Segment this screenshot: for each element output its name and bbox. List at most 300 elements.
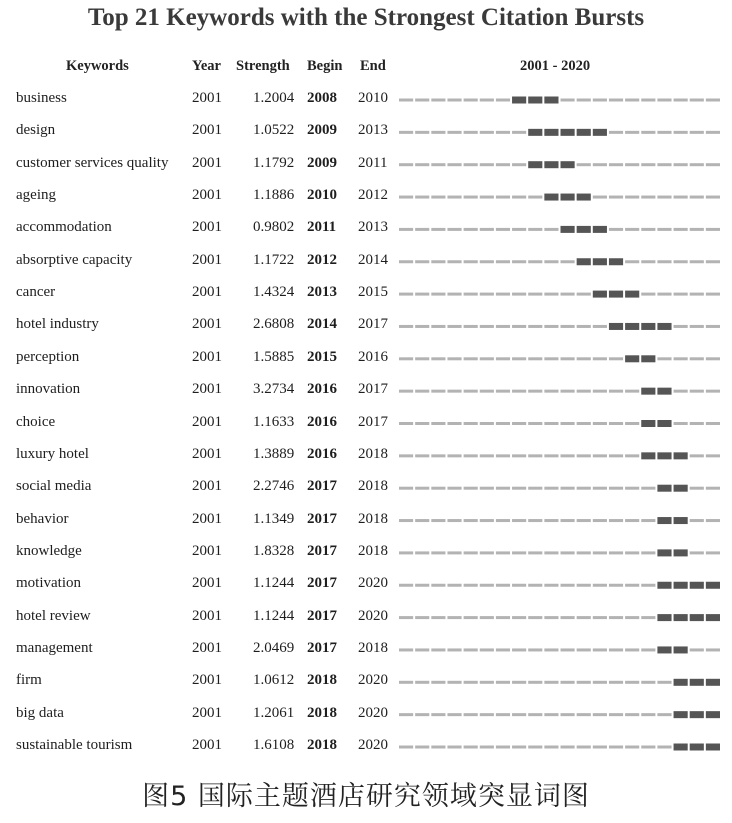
timeline-segment <box>625 616 639 619</box>
timeline-segment <box>657 713 671 716</box>
timeline-segment <box>561 357 575 360</box>
timeline-segment <box>577 746 591 749</box>
timeline-segment <box>609 746 623 749</box>
burst-segment <box>690 614 704 621</box>
timeline-segment <box>609 648 623 651</box>
timeline-segment <box>431 293 445 296</box>
timeline-segment <box>496 487 510 490</box>
keyword-cell: behavior <box>16 510 69 527</box>
timeline-segment <box>464 390 478 393</box>
timeline-segment <box>528 196 542 199</box>
timeline-segment <box>496 390 510 393</box>
keyword-cell: management <box>16 639 93 656</box>
timeline-segment <box>415 746 429 749</box>
timeline-segment <box>577 551 591 554</box>
timeline-segment <box>706 648 720 651</box>
burst-segment <box>657 582 671 589</box>
end-cell: 2018 <box>358 542 388 559</box>
timeline-segment <box>544 454 558 457</box>
timeline-segment <box>399 454 413 457</box>
timeline-segment <box>512 325 526 328</box>
year-cell: 2001 <box>192 251 222 268</box>
timeline-segment <box>415 713 429 716</box>
timeline-segment <box>447 584 461 587</box>
timeline-segment <box>464 551 478 554</box>
timeline-segment <box>625 390 639 393</box>
timeline-segment <box>399 390 413 393</box>
timeline-segment <box>496 519 510 522</box>
timeline-segment <box>706 293 720 296</box>
keyword-cell: hotel industry <box>16 316 99 333</box>
timeline-segment <box>431 519 445 522</box>
timeline-segment <box>512 260 526 263</box>
burst-segment <box>577 194 591 201</box>
timeline-segment <box>609 390 623 393</box>
timeline-segment <box>593 681 607 684</box>
burst-segment <box>625 323 639 330</box>
timeline-segment <box>496 648 510 651</box>
timeline-segment <box>415 163 429 166</box>
timeline-segment <box>625 584 639 587</box>
timeline-segment <box>706 131 720 134</box>
keyword-cell: ageing <box>16 187 56 204</box>
burst-segment <box>657 646 671 653</box>
timeline-segment <box>690 551 704 554</box>
end-cell: 2018 <box>358 478 388 495</box>
timeline-segment <box>625 487 639 490</box>
header-begin: Begin <box>307 58 343 74</box>
header-keywords: Keywords <box>66 58 129 74</box>
timeline-segment <box>496 325 510 328</box>
burst-segment <box>641 355 655 362</box>
timeline-segment <box>593 648 607 651</box>
timeline-segment <box>496 681 510 684</box>
timeline-segment <box>431 390 445 393</box>
timeline-segment <box>561 454 575 457</box>
keyword-cell: cancer <box>16 284 56 301</box>
end-cell: 2020 <box>358 575 388 592</box>
burst-segment <box>561 226 575 233</box>
timeline-segment <box>431 131 445 134</box>
timeline-segment <box>447 228 461 231</box>
year-cell: 2001 <box>192 542 222 559</box>
timeline-segment <box>447 260 461 263</box>
timeline-segment <box>399 584 413 587</box>
timeline-segment <box>609 357 623 360</box>
timeline-segment <box>399 422 413 425</box>
year-cell: 2001 <box>192 672 222 689</box>
timeline-segment <box>464 99 478 102</box>
timeline-segment <box>447 454 461 457</box>
timeline-segment <box>706 454 720 457</box>
timeline-segment <box>544 746 558 749</box>
timeline-segment <box>480 648 494 651</box>
keyword-cell: big data <box>16 704 64 721</box>
timeline-segment <box>561 551 575 554</box>
timeline-segment <box>690 293 704 296</box>
timeline-segment <box>561 713 575 716</box>
timeline-segment <box>464 131 478 134</box>
timeline-segment <box>399 746 413 749</box>
timeline-segment <box>641 519 655 522</box>
timeline-segment <box>641 681 655 684</box>
keyword-cell: social media <box>16 478 92 495</box>
timeline-segment <box>415 228 429 231</box>
timeline-segment <box>674 357 688 360</box>
timeline-segment <box>496 584 510 587</box>
begin-cell: 2011 <box>307 219 337 236</box>
timeline-segment <box>609 131 623 134</box>
timeline-segment <box>431 616 445 619</box>
timeline-segment <box>496 357 510 360</box>
year-cell: 2001 <box>192 90 222 106</box>
timeline-segment <box>544 260 558 263</box>
timeline-segment <box>415 681 429 684</box>
timeline-segment <box>496 616 510 619</box>
begin-cell: 2017 <box>307 478 337 495</box>
timeline-segment <box>544 648 558 651</box>
burst-segment <box>674 549 688 556</box>
burst-segment <box>674 711 688 718</box>
timeline-segment <box>641 746 655 749</box>
timeline-segment <box>464 648 478 651</box>
timeline-segment <box>415 99 429 102</box>
timeline-segment <box>512 681 526 684</box>
keyword-cell: hotel review <box>16 607 91 624</box>
header-strength: Strength <box>236 58 290 74</box>
timeline-segment <box>512 163 526 166</box>
timeline-segment <box>706 487 720 490</box>
timeline-segment <box>528 551 542 554</box>
timeline-segment <box>706 99 720 102</box>
timeline-segment <box>480 325 494 328</box>
begin-cell: 2014 <box>307 316 337 333</box>
burst-segment <box>641 323 655 330</box>
timeline-segment <box>480 390 494 393</box>
timeline-segment <box>399 487 413 490</box>
timeline-segment <box>625 681 639 684</box>
timeline-segment <box>657 260 671 263</box>
timeline-segment <box>399 681 413 684</box>
timeline-segment <box>464 260 478 263</box>
timeline-segment <box>415 260 429 263</box>
timeline-segment <box>674 228 688 231</box>
timeline-segment <box>447 357 461 360</box>
timeline-segment <box>431 228 445 231</box>
timeline-segment <box>480 131 494 134</box>
timeline-segment <box>480 293 494 296</box>
timeline-segment <box>415 454 429 457</box>
timeline-segment <box>480 422 494 425</box>
timeline-segment <box>480 260 494 263</box>
timeline-segment <box>512 487 526 490</box>
timeline-segment <box>496 163 510 166</box>
end-cell: 2010 <box>358 90 388 106</box>
timeline-segment <box>431 551 445 554</box>
timeline-segment <box>609 454 623 457</box>
timeline-segment <box>544 325 558 328</box>
timeline-segment <box>528 616 542 619</box>
timeline-segment <box>431 196 445 199</box>
timeline-segment <box>561 681 575 684</box>
timeline-segment <box>512 551 526 554</box>
keyword-cell: customer services quality <box>16 154 169 171</box>
timeline-segment <box>593 325 607 328</box>
timeline-segment <box>657 228 671 231</box>
timeline-segment <box>593 163 607 166</box>
timeline-segment <box>464 487 478 490</box>
timeline-segment <box>447 616 461 619</box>
timeline-segment <box>641 163 655 166</box>
timeline-segment <box>512 746 526 749</box>
timeline-segment <box>706 551 720 554</box>
burst-segment <box>657 549 671 556</box>
year-cell: 2001 <box>192 575 222 592</box>
strength-cell: 3.2734 <box>253 381 295 398</box>
burst-segment <box>657 517 671 524</box>
timeline-segment <box>480 196 494 199</box>
timeline-segment <box>641 487 655 490</box>
timeline-segment <box>464 454 478 457</box>
burst-segment <box>674 582 688 589</box>
timeline-segment <box>447 163 461 166</box>
end-cell: 2017 <box>358 316 388 333</box>
burst-segment <box>577 258 591 265</box>
timeline-segment <box>690 228 704 231</box>
timeline-segment <box>415 551 429 554</box>
burst-segment <box>561 194 575 201</box>
timeline-segment <box>577 293 591 296</box>
timeline-segment <box>512 390 526 393</box>
year-cell: 2001 <box>192 187 222 204</box>
burst-segment <box>641 388 655 395</box>
timeline-segment <box>641 584 655 587</box>
strength-cell: 2.0469 <box>253 639 295 656</box>
timeline-segment <box>561 99 575 102</box>
keyword-cell: absorptive capacity <box>16 251 133 268</box>
timeline-segment <box>625 131 639 134</box>
timeline-segment <box>690 99 704 102</box>
timeline-segment <box>415 519 429 522</box>
timeline-segment <box>609 163 623 166</box>
timeline-segment <box>480 357 494 360</box>
end-cell: 2018 <box>358 445 388 462</box>
timeline-segment <box>431 713 445 716</box>
timeline-segment <box>609 681 623 684</box>
timeline-segment <box>496 551 510 554</box>
strength-cell: 1.1244 <box>253 575 295 592</box>
begin-cell: 2012 <box>307 251 337 268</box>
begin-cell: 2015 <box>307 348 337 365</box>
begin-cell: 2018 <box>307 737 337 753</box>
timeline-segment <box>609 487 623 490</box>
timeline-segment <box>657 293 671 296</box>
timeline-segment <box>690 519 704 522</box>
begin-cell: 2017 <box>307 639 337 656</box>
timeline-segment <box>593 616 607 619</box>
end-cell: 2020 <box>358 737 388 753</box>
timeline-segment <box>431 454 445 457</box>
timeline-segment <box>399 99 413 102</box>
keyword-cell: motivation <box>16 575 81 592</box>
begin-cell: 2016 <box>307 381 337 398</box>
burst-segment <box>609 291 623 298</box>
timeline-segment <box>528 746 542 749</box>
strength-cell: 1.2004 <box>253 90 295 106</box>
timeline-segment <box>399 357 413 360</box>
year-cell: 2001 <box>192 737 222 753</box>
timeline-segment <box>561 487 575 490</box>
burst-segment <box>706 679 720 686</box>
begin-cell: 2017 <box>307 607 337 624</box>
end-cell: 2016 <box>358 348 388 365</box>
strength-cell: 1.2061 <box>253 704 295 721</box>
burst-segment <box>657 452 671 459</box>
timeline-segment <box>447 713 461 716</box>
timeline-segment <box>415 487 429 490</box>
timeline-segment <box>577 454 591 457</box>
timeline-segment <box>480 487 494 490</box>
burst-segment <box>674 517 688 524</box>
burst-segment <box>690 744 704 751</box>
timeline-segment <box>641 648 655 651</box>
timeline-segment <box>544 713 558 716</box>
timeline-segment <box>674 390 688 393</box>
timeline-segment <box>625 260 639 263</box>
timeline-segment <box>464 422 478 425</box>
timeline-segment <box>512 196 526 199</box>
timeline-segment <box>544 487 558 490</box>
timeline-segment <box>544 422 558 425</box>
timeline-segment <box>593 422 607 425</box>
timeline-segment <box>512 713 526 716</box>
timeline-segment <box>431 681 445 684</box>
year-cell: 2001 <box>192 154 222 171</box>
burst-segment <box>674 452 688 459</box>
year-cell: 2001 <box>192 316 222 333</box>
timeline-segment <box>528 357 542 360</box>
timeline-segment <box>496 454 510 457</box>
burst-segment <box>593 226 607 233</box>
timeline-segment <box>561 293 575 296</box>
timeline-segment <box>528 681 542 684</box>
timeline-segment <box>577 163 591 166</box>
timeline-segment <box>464 746 478 749</box>
timeline-segment <box>415 293 429 296</box>
timeline-segment <box>415 422 429 425</box>
timeline-segment <box>431 648 445 651</box>
timeline-segment <box>415 616 429 619</box>
timeline-segment <box>447 131 461 134</box>
timeline-segment <box>674 196 688 199</box>
timeline-segment <box>512 616 526 619</box>
timeline-segment <box>609 99 623 102</box>
burst-segment <box>528 161 542 168</box>
timeline-segment <box>480 228 494 231</box>
timeline-segment <box>641 713 655 716</box>
timeline-segment <box>399 131 413 134</box>
burst-segment <box>690 711 704 718</box>
timeline-segment <box>561 260 575 263</box>
burst-segment <box>706 711 720 718</box>
timeline-segment <box>625 99 639 102</box>
timeline-segment <box>447 519 461 522</box>
burst-segment <box>690 679 704 686</box>
timeline-segment <box>690 390 704 393</box>
burst-segment <box>674 614 688 621</box>
timeline-segment <box>609 519 623 522</box>
timeline-segment <box>706 325 720 328</box>
timeline-segment <box>577 616 591 619</box>
timeline-segment <box>690 131 704 134</box>
begin-cell: 2009 <box>307 122 337 139</box>
timeline-segment <box>399 519 413 522</box>
timeline-segment <box>464 196 478 199</box>
timeline-segment <box>496 746 510 749</box>
timeline-segment <box>431 163 445 166</box>
timeline-segment <box>674 325 688 328</box>
timeline-segment <box>625 163 639 166</box>
begin-cell: 2016 <box>307 413 337 430</box>
timeline-segment <box>399 713 413 716</box>
timeline-segment <box>399 648 413 651</box>
timeline-segment <box>561 422 575 425</box>
timeline-segment <box>544 681 558 684</box>
timeline-segment <box>593 196 607 199</box>
timeline-segment <box>577 390 591 393</box>
timeline-segment <box>561 616 575 619</box>
timeline-segment <box>399 163 413 166</box>
timeline-segment <box>399 325 413 328</box>
keyword-cell: design <box>16 122 56 139</box>
timeline-segment <box>706 196 720 199</box>
timeline-segment <box>480 681 494 684</box>
timeline-segment <box>415 131 429 134</box>
timeline-segment <box>625 746 639 749</box>
timeline-segment <box>447 648 461 651</box>
timeline-segment <box>577 648 591 651</box>
burst-segment <box>674 646 688 653</box>
timeline-segment <box>657 681 671 684</box>
timeline-segment <box>544 519 558 522</box>
burst-segment <box>690 582 704 589</box>
burst-segment <box>609 323 623 330</box>
timeline-segment <box>577 584 591 587</box>
timeline-segment <box>593 390 607 393</box>
year-cell: 2001 <box>192 478 222 495</box>
timeline-segment <box>690 454 704 457</box>
timeline-segment <box>657 357 671 360</box>
timeline-segment <box>480 584 494 587</box>
timeline-segment <box>415 196 429 199</box>
timeline-segment <box>431 260 445 263</box>
begin-cell: 2009 <box>307 154 337 171</box>
timeline-segment <box>464 228 478 231</box>
keyword-cell: business <box>16 90 67 106</box>
end-cell: 2014 <box>358 251 388 268</box>
timeline-segment <box>464 357 478 360</box>
timeline-segment <box>690 648 704 651</box>
burst-segment <box>528 97 542 104</box>
timeline-segment <box>544 390 558 393</box>
strength-cell: 1.1792 <box>253 154 295 171</box>
timeline-segment <box>464 325 478 328</box>
timeline-segment <box>561 519 575 522</box>
figure-caption: 图5 国际主题酒店研究领域突显词图 <box>142 781 590 812</box>
timeline-segment <box>480 163 494 166</box>
year-cell: 2001 <box>192 445 222 462</box>
burst-segment <box>593 258 607 265</box>
